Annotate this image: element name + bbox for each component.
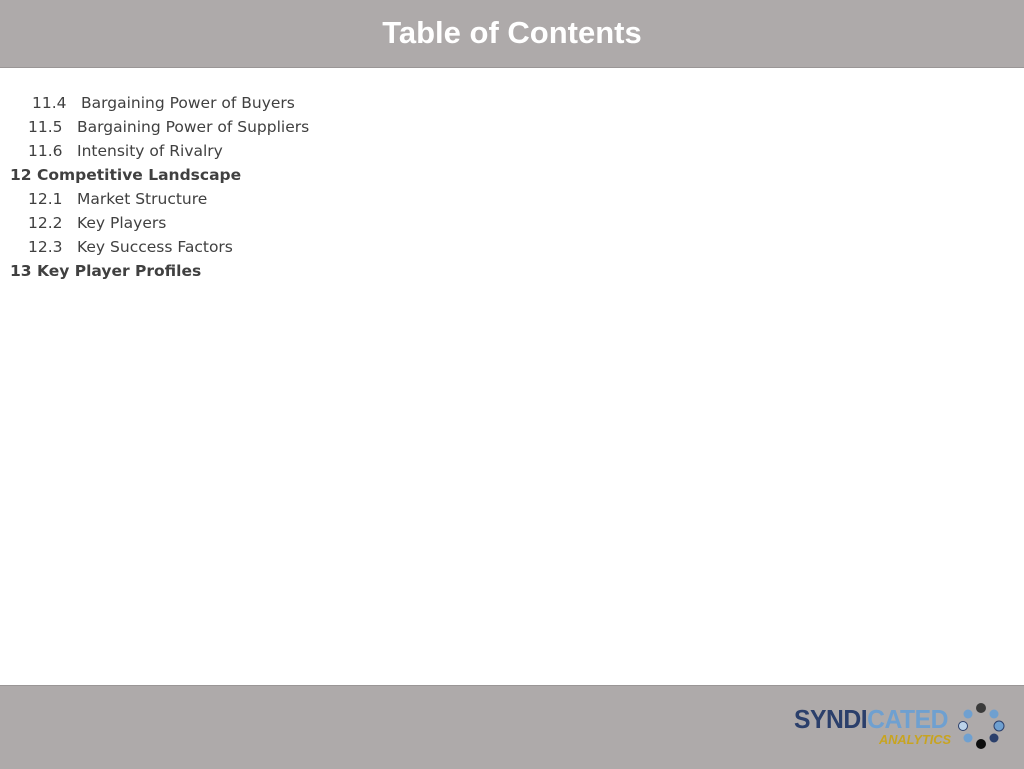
toc-section-label: 13 Key Player Profiles: [10, 262, 202, 280]
footer-bar: [0, 685, 1024, 769]
toc-section-label: 12 Competitive Landscape: [10, 166, 242, 184]
toc-item-number: 12.1: [28, 190, 63, 208]
syndicated-analytics-logo: [792, 700, 1008, 752]
toc-item-number: 11.5: [28, 118, 63, 136]
toc-item[interactable]: [32, 91, 295, 115]
toc-item[interactable]: [28, 187, 207, 211]
logo-circles-icon: [959, 703, 1005, 749]
toc-item[interactable]: [28, 139, 223, 163]
logo-text-light: CATED: [867, 704, 953, 734]
toc-item[interactable]: [28, 115, 309, 139]
toc-item-label: Key Success Factors: [77, 238, 233, 256]
toc-item-label: Market Structure: [77, 190, 208, 208]
toc-item[interactable]: [28, 235, 233, 259]
toc-item[interactable]: [28, 211, 166, 235]
toc-item-label: Bargaining Power of Buyers: [81, 94, 295, 112]
toc-item-number: 11.4: [32, 94, 67, 112]
toc-section-heading[interactable]: [10, 259, 201, 283]
page-title: Table of Contents: [382, 15, 642, 50]
toc-item-label: Key Players: [77, 214, 167, 232]
toc-item-number: 11.6: [28, 142, 63, 160]
toc-item-label: Intensity of Rivalry: [77, 142, 223, 160]
toc-item-label: Bargaining Power of Suppliers: [77, 118, 310, 136]
toc-section-heading[interactable]: [10, 163, 241, 187]
header-bar: [0, 0, 1024, 68]
logo-text-dark: SYNDI: [794, 704, 871, 734]
logo-subtext: ANALYTICS: [878, 732, 952, 747]
svg-text:SYNDICATED: [794, 704, 953, 734]
toc-item-number: 12.2: [28, 214, 63, 232]
toc-item-number: 12.3: [28, 238, 63, 256]
